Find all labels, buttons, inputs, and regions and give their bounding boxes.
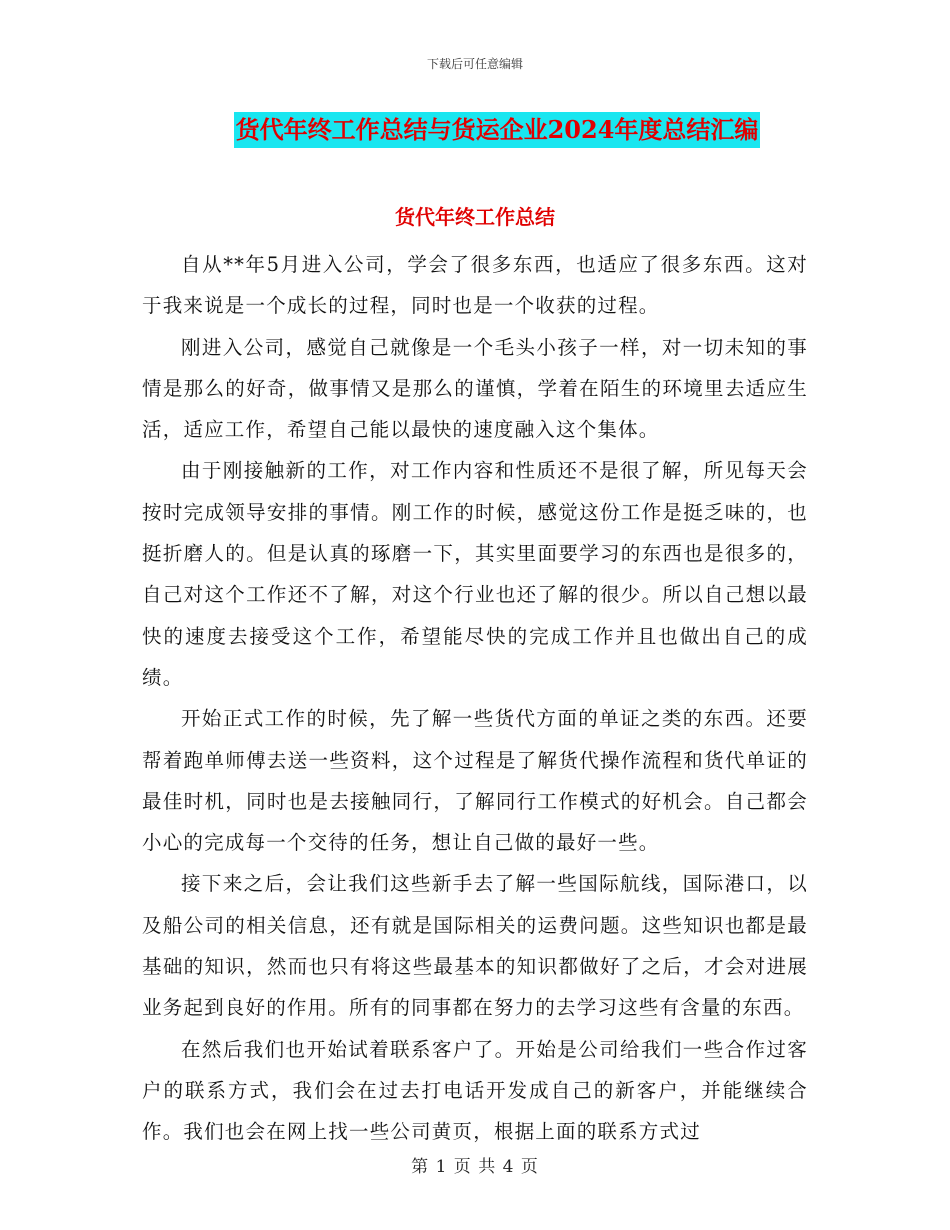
header-note: 下载后可任意编辑 (426, 57, 523, 71)
page-footer: 第 1 页 共 4 页 (411, 1157, 539, 1177)
paragraph: 接下来之后，会让我们这些新手去了解一些国际航线，国际港口，以及船公司的相关信息，还有就是国际相关的运费问题。这些知识也都是最基础的知识，然而也只有将这些最基本的知识都做好了之后，才会对进展业务起到良好的作用。所有的同事都在努力的去学习这些有含量的东西。 (142, 872, 808, 1020)
paragraph: 在然后我们也开始试着联系客户了。开始是公司给我们一些合作过客户的联系方式，我们会在过去打电话开发成自己的新客户，并能继续合作。我们也会在网上找一些公司黄页，根据上面的联系方式过 (142, 1037, 808, 1144)
document-body (142, 244, 808, 1153)
section-title: 货代年终工作总结 (395, 205, 555, 229)
paragraph: 自从**年5月进入公司，学会了很多东西，也适应了很多东西。这对于我来说是一个成长的过程，同时也是一个收获的过程。 (142, 253, 808, 318)
paragraph: 刚进入公司，感觉自己就像是一个毛头小孩子一样，对一切未知的事情是那么的好奇，做事情又是那么的谨慎，学着在陌生的环境里去适应生活，适应工作，希望自己能以最快的速度融入这个集体。 (142, 335, 808, 442)
paragraph: 开始正式工作的时候，先了解一些货代方面的单证之类的东西。还要帮着跑单师傅去送一些资料，这个过程是了解货代操作流程和货代单证的最佳时机，同时也是去接触同行，了解同行工作模式的好机会。自己都会小心的完成每一个交待的任务，想让自己做的最好一些。 (142, 707, 808, 855)
paragraph: 由于刚接触新的工作，对工作内容和性质还不是很了解，所见每天会按时完成领导安排的事情。刚工作的时候，感觉这份工作是挺乏味的，也挺折磨人的。但是认真的琢磨一下，其实里面要学习的东西也是很多的，自己对这个工作还不了解，对这个行业也还了解的很少。所以自己想以最快的速度去接受这个工作，希望能尽快的完成工作并且也做出自己的成绩。 (142, 459, 808, 689)
document-title: 货代年终工作总结与货运企业2024年度总结汇编 (234, 112, 761, 148)
document-title-container (0, 112, 950, 148)
